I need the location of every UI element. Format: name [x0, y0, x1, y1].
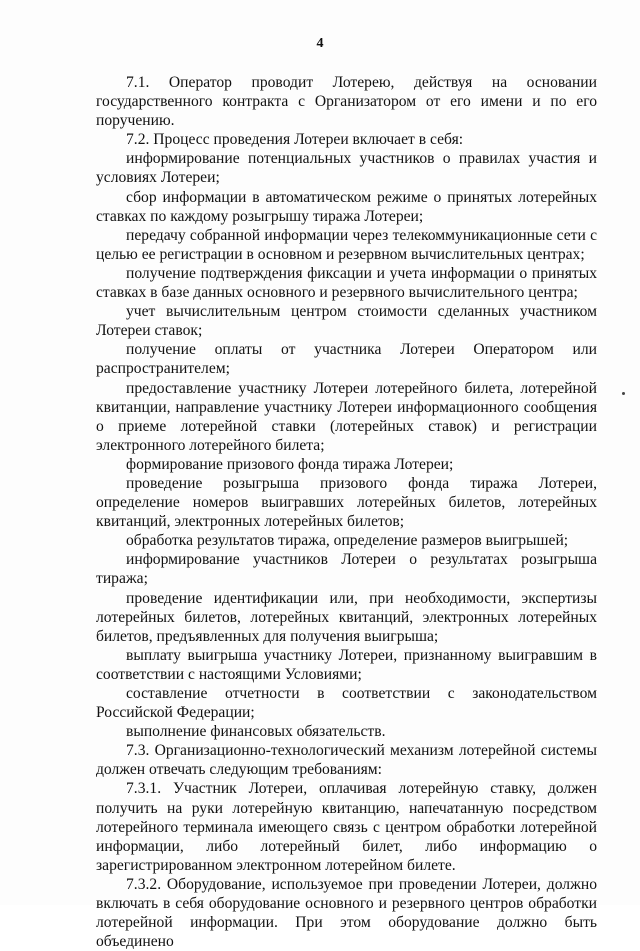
paragraph: 7.3. Организационно-технологический механизм лотерейной системы должен отвечать следующим требованиям: — [96, 742, 597, 779]
paragraph: информирование потенциальных участников о правилах участия и условиях Лотереи; — [96, 150, 597, 187]
paragraph: выполнение финансовых обязательств. — [126, 723, 386, 741]
paragraph: проведение розыгрыша призового фонда тиража Лотереи, определение номеров выигравших лотерейных билетов, лотерейных квитанций, электронных лотерейных билетов; — [96, 474, 597, 531]
document-body — [96, 73, 597, 951]
paragraph: 7.2. Процесс проведения Лотереи включает в себя: — [126, 131, 464, 149]
paragraph: выплату выигрыша участнику Лотереи, признанному выигравшим в соответствии с настоящими Условиями; — [96, 646, 597, 683]
paragraph: сбор информации в автоматическом режиме о принятых лотерейных ставках по каждому розыгрышу тиража Лотереи; — [96, 188, 597, 225]
paragraph: получение оплаты от участника Лотереи Оператором или распространителем; — [96, 341, 597, 378]
paragraph: 7.3.1. Участник Лотереи, оплачивая лотерейную ставку, должен получить на руки лотерейную квитанцию, напечатанную посредством лотерейного терминала имеющего связь с центром обработки лотерейной информации, либо лотерейный билет, либо информацию о зарегистрированном электронном лотерейном билете. — [96, 780, 597, 874]
paragraph: передачу собранной информации через телекоммуникационные сети с целью ее регистрации в основном и резервном вычислительных центрах; — [96, 226, 597, 263]
paragraph: проведение идентификации или, при необходимости, экспертизы лотерейных билетов, лотерейных квитанций, электронных лотерейных билетов, предъявленных для получения выигрыша; — [96, 589, 597, 645]
paragraph: информирование участников Лотереи о результатах розыгрыша тиража; — [96, 551, 597, 588]
paragraph: обработка результатов тиража, определение размеров выигрышей; — [126, 532, 569, 550]
paragraph: формирование призового фонда тиража Лотереи; — [126, 455, 454, 473]
paragraph: составление отчетности в соответствии с законодательством Российской Федерации; — [96, 685, 597, 722]
paragraph: 7.3.2. Оборудование, используемое при проведении Лотереи, должно включать в себя оборудование основного и резервного центров обработки лотерейной информации. При этом оборудование должно быть объединено — [96, 875, 597, 951]
paragraph: получение подтверждения фиксации и учета информации о принятых ставках в базе данных основного и резервного вычислительного центра; — [96, 264, 597, 302]
page-number: 4 — [316, 36, 324, 51]
scan-speck — [622, 392, 625, 395]
paragraph: 7.1. Оператор проводит Лотерею, действуя на основании государственного контракта с Организатором от его имени и по его поручению. — [96, 74, 597, 130]
paragraph: предоставление участнику Лотереи лотерейного билета, лотерейной квитанции, направление участнику Лотереи информационного сообщения о приеме лотерейной ставки (лотерейных ставок) и регистрации электронного лотерейного билета; — [96, 379, 597, 454]
paragraph: учет вычислительным центром стоимости сделанных участником Лотереи ставок; — [96, 303, 597, 340]
